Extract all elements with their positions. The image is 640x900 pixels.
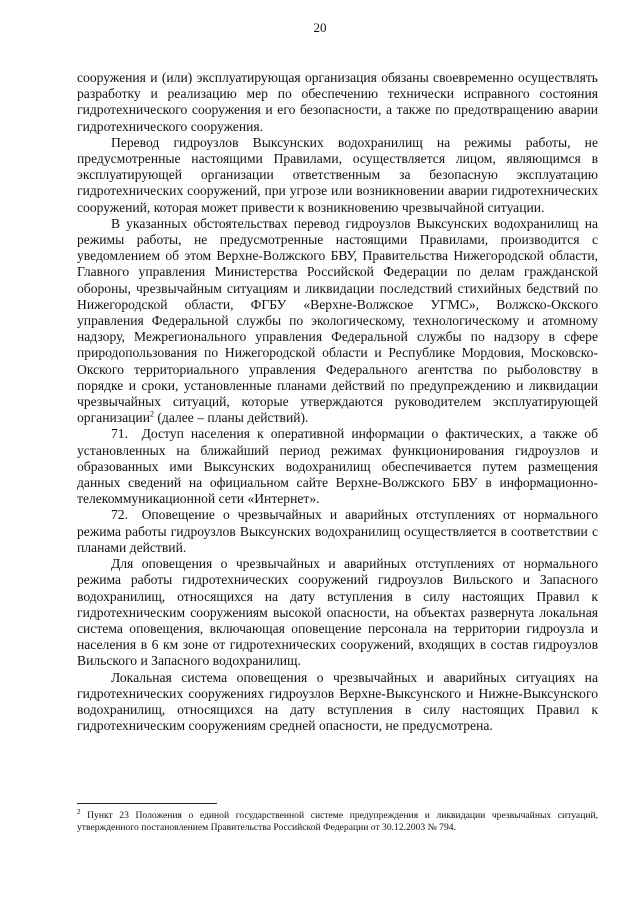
footnote-reference: 2 [149,409,154,419]
paragraph-3-text: В указанных обстоятельствах перевод гидроузлов Выксунских водохранилищ на режимы работы, не предусмотренные настоящими Правилами, производится с уведомлением об этом Верхне-Волжского БВУ, Правительства Нижегородской области, Главного управления Министерства Российской Федерации по делам гражданской обороны, чрезвычайным ситуациям и ликвидации последствий стихийных бедствий по Нижегородской области, ФГБУ «Верхне-Волжское УГМС», Волжско-Окского управления Федеральной службы по экологическому, технологическому и атомному надзору, Межрегионального управления Федеральной службы по надзору в сфере природопользования по Нижегородской области и Республике Мордовия, Московско-Окского территориального управления Федерального агентства по рыболовству в порядке и сроки, установленные планами действий по предупреждению и ликвидации чрезвычайных ситуаций, которые утверждаются руководителем эксплуатирующей организации [77,215,598,426]
footnote-divider [77,803,217,804]
paragraph-notification-high: Для оповещения о чрезвычайных и аварийных отступлениях от нормального режима работы гидротехнических сооружений гидроузлов Вильского и Запасного водохранилищ, относящихся на дату вступления в силу настоящих Правил к гидротехническим сооружениям высокой опасности, на объектах развернута локальная система оповещения, включающая оповещение персонала на территории гидроузла и населения в 6 км зоне от гидротехнических сооружений, входящих в состав гидроузлов Вильского и Запасного водохранилищ. [77,556,598,669]
footnote-text: Пункт 23 Положения о единой государственной системе предупреждения и ликвидации чрезвычайных ситуаций, утвержденного постановлением Правительства Российской Федерации от 30.12.2003 № 794. [77,810,598,833]
paragraph-71: 71. Доступ населения к оперативной информации о фактических, а также об установленных на ближайший период режимах функционирования гидроузлов и образованных ими Выксунских водохранилищ обеспечивается путем размещения данных сведений на официальном сайте Верхне-Волжского БВУ в информационно-телекоммуникационной сети «Интернет». [77,426,598,507]
footnote [77,807,598,834]
paragraph-3 [77,216,598,427]
page-number: 20 [313,20,327,35]
paragraph-notification-medium: Локальная система оповещения о чрезвычайных и аварийных ситуациях на гидротехнических сооружениях гидроузлов Верхне-Выксунского и Нижне-Выксунского водохранилищ, относящихся на дату вступления в силу настоящих Правил к гидротехническим сооружениям средней опасности, не предусмотрена. [77,669,598,734]
paragraph-2: Перевод гидроузлов Выксунских водохранилищ на режимы работы, не предусмотренные настоящими Правилами, осуществляется лицом, являющимся в эксплуатирующей организации ответственным за безопасную эксплуатацию гидротехнических сооружений, при угрозе или возникновении аварии гидротехнических сооружений, которая может привести к возникновению чрезвычайной ситуации. [77,134,598,215]
footnote-mark: 2 [77,807,81,816]
document-body [77,70,598,734]
paragraph-3-text-after: (далее – планы действий). [153,410,309,426]
paragraph-1: сооружения и (или) эксплуатирующая организация обязаны своевременно осуществлять разработку и реализацию мер по обеспечению технически исправного состояния гидротехнического сооружения и его безопасности, а также по предотвращению аварии гидротехнического сооружения. [77,70,598,134]
paragraph-72: 72. Оповещение о чрезвычайных и аварийных отступлениях от нормального режима работы гидроузлов Выксунских водохранилищ осуществляется в соответствии с планами действий. [77,507,598,555]
